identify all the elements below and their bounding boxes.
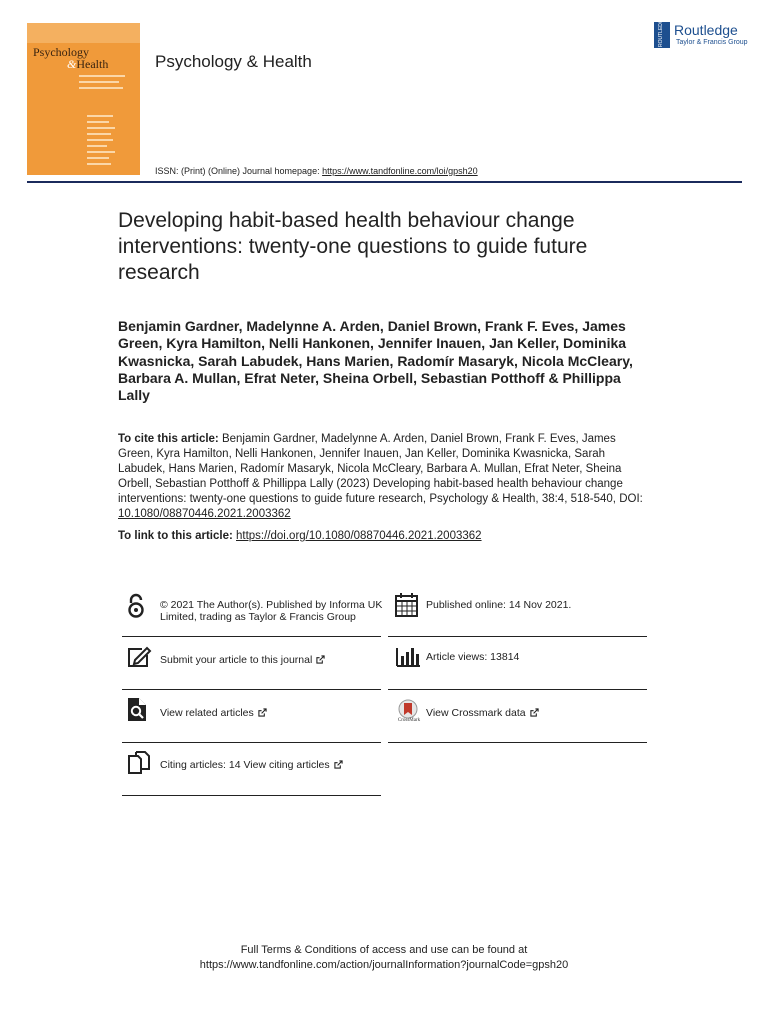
divider <box>388 689 647 690</box>
journal-name: Psychology & Health <box>155 52 312 71</box>
header-divider <box>27 181 742 183</box>
issn-line: ISSN: (Print) (Online) Journal homepage: https://www.tandfonline.com/loi/gpsh20 <box>155 166 478 176</box>
article-doi-link[interactable]: https://doi.org/10.1080/08870446.2021.2003362 <box>236 530 482 542</box>
divider <box>388 742 647 743</box>
submit-article-link[interactable]: Submit your article to this journal <box>160 654 385 666</box>
citing-articles-link[interactable]: Citing articles: 14 View citing articles <box>160 759 385 771</box>
divider <box>388 636 647 637</box>
article-authors: Benjamin Gardner, Madelynne A. Arden, Daniel Brown, Frank F. Eves, James Green, Kyra Hamilton, Nelli Hankonen, Jennifer Inauen, Jan Keller, Dominika Kwasnicka, Sarah Labudek, Hans Marien, Radomír Masaryk, Nicola McCleary, Barbara A. Mullan, Efrat Neter, Sheina Orbell, Sebastian Potthoff & Phillippa Lally <box>118 318 633 404</box>
article-views: Article views: 13814 <box>426 651 520 663</box>
external-link-icon <box>334 760 343 769</box>
journal-cover-image: Psychology &Health <box>27 23 140 175</box>
bar-chart-icon <box>395 645 421 671</box>
external-link-icon <box>316 655 325 664</box>
open-access-statement: © 2021 The Author(s). Published by Informa UK Limited, trading as Taylor & Francis Group <box>160 599 383 623</box>
footer-terms-link[interactable]: https://www.tandfonline.com/action/journalInformation?journalCode=gpsh20 <box>199 959 569 971</box>
citation-block: To cite this article: Benjamin Gardner, Madelynne A. Arden, Daniel Brown, Frank F. Eves, James Green, Kyra Hamilton, Nelli Hankonen, Jennifer Inauen, Jan Keller, Dominika Kwasnicka, Sarah Labudek, Hans Marien, Radomír Masaryk, Nicola McCleary, Barbara A. Mullan, Efrat Neter, Sheina Orbell, Sebastian Potthoff & Phillippa Lally (2023) Developing habit-based health behaviour change interventions: twenty-one questions to guide future research, Psychology & Health, 38:4, 518-540, DOI: 10.1080/08870446.2021.2003362 <box>118 433 643 520</box>
external-link-icon <box>258 708 267 717</box>
journal-homepage-link[interactable]: https://www.tandfonline.com/loi/gpsh20 <box>322 166 478 176</box>
published-online-date: Published online: 14 Nov 2021. <box>426 599 572 611</box>
related-articles-search-icon <box>125 697 151 723</box>
divider <box>122 795 381 796</box>
citing-articles-icon <box>126 750 152 776</box>
crossmark-icon: CrossMark <box>393 699 425 727</box>
external-link-icon <box>530 708 539 717</box>
crossmark-link[interactable]: View Crossmark data <box>426 707 646 719</box>
divider <box>122 689 381 690</box>
cover-title: Psychology <box>33 45 90 59</box>
open-access-icon <box>124 593 150 619</box>
related-articles-link[interactable]: View related articles <box>160 707 385 719</box>
routledge-logo: ROUTLEDGE Routledge Taylor & Francis Group <box>654 22 746 52</box>
article-link-line: To link to this article: https://doi.org/10.1080/08870446.2021.2003362 <box>118 530 482 542</box>
calendar-icon <box>394 592 420 618</box>
article-title: Developing habit-based health behaviour change interventions: twenty-one questions to guide future research <box>118 209 588 284</box>
edit-icon <box>126 645 152 671</box>
divider <box>122 742 381 743</box>
divider <box>122 636 381 637</box>
footer-terms: Full Terms & Conditions of access and use can be found at https://www.tandfonline.com/action/journalInformation?journalCode=gpsh20 <box>0 943 768 973</box>
citation-doi-link[interactable]: 10.1080/08870446.2021.2003362 <box>118 508 291 520</box>
